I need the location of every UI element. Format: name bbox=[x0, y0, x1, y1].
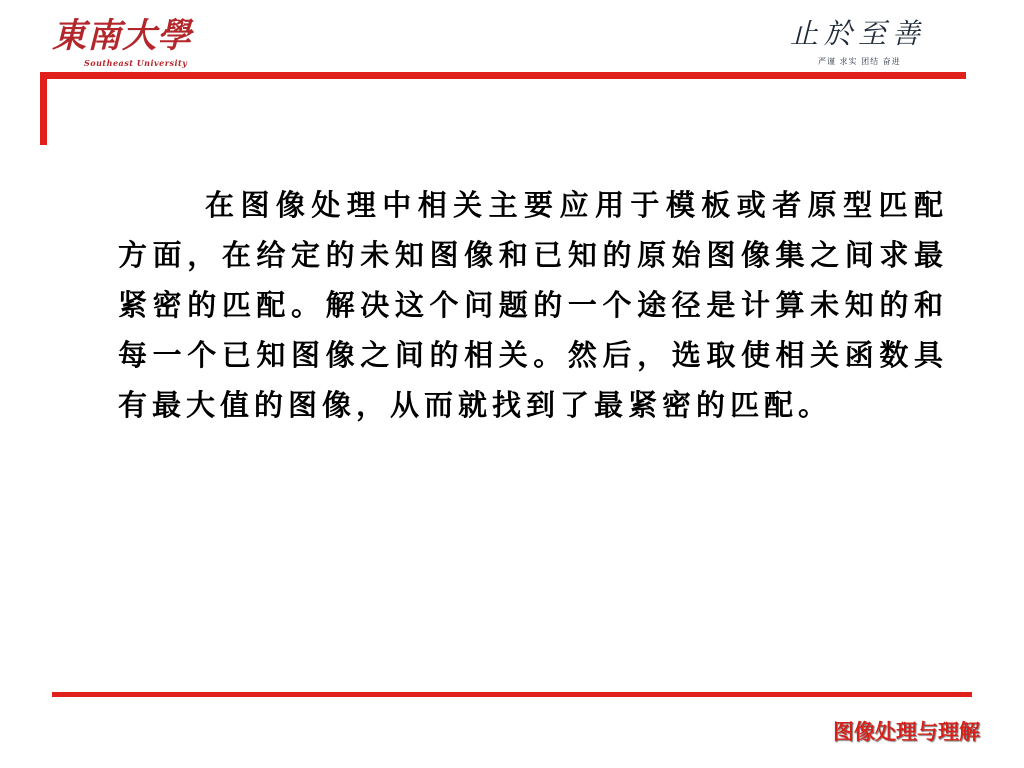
university-name-en: Southeast University bbox=[84, 58, 188, 68]
header-side-accent bbox=[40, 72, 47, 145]
motto-subtitle: 严谨 求实 团结 奋进 bbox=[818, 57, 901, 66]
university-logo bbox=[52, 14, 232, 74]
motto-logo bbox=[790, 14, 970, 74]
header-divider bbox=[40, 72, 966, 79]
motto-text: 止於至善 bbox=[790, 17, 927, 50]
university-name: 東南大學 bbox=[52, 16, 192, 56]
footer-divider bbox=[52, 692, 972, 697]
body-paragraph: 在图像处理中相关主要应用于模板或者原型匹配方面，在给定的未知图像和已知的原始图像集之间求最紧密的匹配。解决这个问题的一个途径是计算未知的和每一个已知图像之间的相关。然后，选取使相关函数具有最大值的图像，从而就找到了最紧密的匹配。 bbox=[118, 188, 948, 422]
course-title: 图像处理与理解 bbox=[833, 720, 980, 744]
